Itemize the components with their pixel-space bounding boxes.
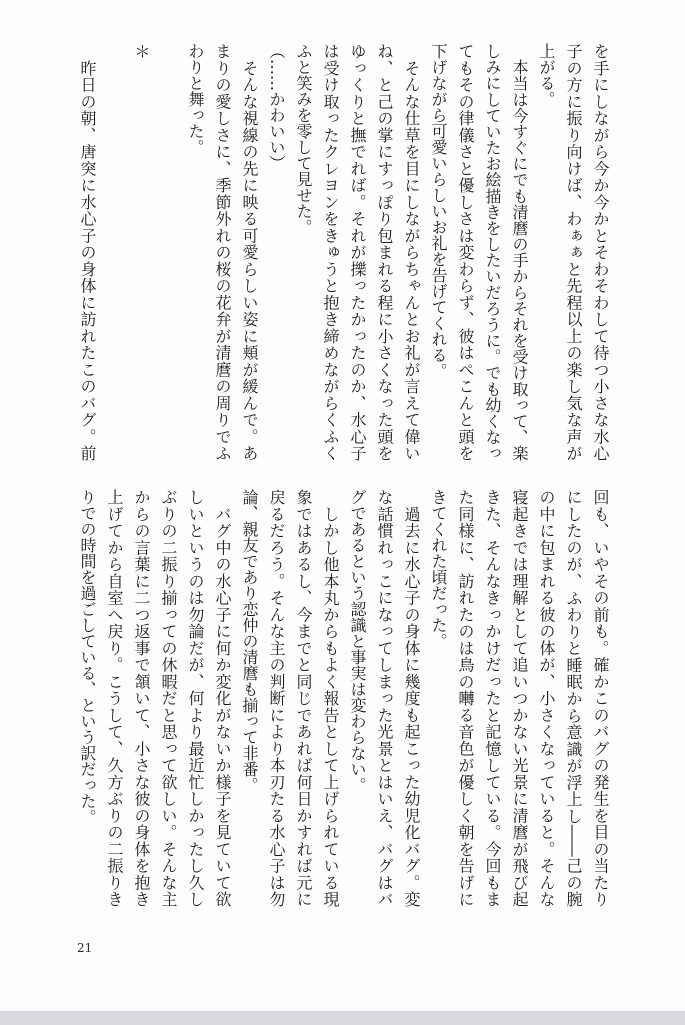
text-line: そんな仕草を目にしながらちゃんとお礼が言えて偉い — [402, 43, 421, 461]
text-line: の中に包まれる彼の体が、小さくなっていると。そんな — [537, 489, 556, 907]
text-line: てもその律儀さと優しさは変わらず、彼はぺこんと頭を — [456, 43, 475, 461]
text-line: きてくれた頃だった。 — [429, 489, 448, 649]
text-line: グであるという認識と事実は変わらない。 — [348, 489, 367, 793]
text-line: 象ではあるし、今までと同じであれば何日かすれば元に — [294, 489, 313, 907]
text-line: 論、親友であり恋仲の清麿も揃って非番。 — [240, 489, 259, 793]
viewer-bottom-bar — [0, 1011, 685, 1025]
text-line: 寝起きでは理解として追いつかない光景に清麿が飛び起 — [510, 489, 529, 907]
text-line: しいというのは勿論だが、何より最近忙しかったし久し — [186, 489, 205, 907]
text-line: は受け取ったクレヨンをきゅうと抱き締めながらくふく — [321, 43, 340, 461]
text-line: 戻るだろう。そんな主の判断により本刃たる水心子は勿 — [267, 489, 286, 907]
blank-line — [155, 43, 182, 461]
text-line: バグ中の水心子に何か変化がないか様子を見ていて欲 — [213, 489, 232, 907]
text-line: きた、そんなきっかけだったと記憶している。今回もま — [483, 489, 502, 907]
text-line: 子の方に振り向けば、わぁぁと先程以上の楽し気な声が — [564, 43, 583, 461]
text-line: 過去に水心子の身体に幾度も起こった幼児化バグ。変 — [402, 489, 421, 907]
blank-line — [101, 43, 128, 461]
text-line: ゆっくりと撫でれば。それが擽ったかったのか、水心子 — [348, 43, 367, 461]
text-line: ふと笑みを零して見せた。 — [294, 43, 313, 235]
lower-text-column — [74, 489, 614, 907]
text-line: 回も、いやその前も。確かこのバグの発生を目の当たり — [591, 489, 610, 907]
text-line: まりの愛しさに、季節外れの桜の花弁が清麿の周りでふ — [213, 43, 232, 461]
page-number: 21 — [77, 941, 93, 955]
text-line: しみにしていたお絵描きをしたいだろうに。でも幼くなっ — [483, 43, 502, 461]
text-line: 昨日の朝、唐突に水心子の身体に訪れたこのバグ。前 — [78, 43, 97, 461]
text-line: しかし他本丸からもよく報告として上げられている現 — [321, 489, 340, 907]
text-line: （……かわいい） — [267, 43, 286, 171]
text-line: ぶりの二振り揃っての休暇だと思って欲しい。そんな主 — [159, 489, 178, 907]
text-line: そんな視線の先に映る可愛らしい姿に頬が緩んで。あ — [240, 43, 259, 461]
text-line: ね、と己の掌にすっぽり包まれる程に小さくなった頭を — [375, 43, 394, 461]
text-line: 本当は今すぐにでも清麿の手からそれを受け取って、楽 — [510, 43, 529, 461]
text-line: を手にしながら今か今かとそわそわして待つ小さな水心 — [591, 43, 610, 461]
text-line: わりと舞った。 — [186, 43, 205, 155]
upper-text-column — [74, 43, 614, 461]
text-line: 下げながら可愛いらしいお礼を告げてくれる。 — [429, 43, 448, 379]
text-line: からの言葉に二つ返事で頷いて、小さな彼の身体を抱き — [132, 489, 151, 907]
text-line: りでの時間を過ごしている、という訳だった。 — [78, 489, 97, 825]
scene-break-asterisk: ＊ — [132, 43, 151, 59]
text-line: 上がる。 — [537, 43, 556, 107]
text-line: な話慣れっこになってしまった光景とはいえ、バグはバ — [375, 489, 394, 907]
text-line: にしたのが、ふわりと睡眠から意識が浮上し――己の腕 — [564, 489, 583, 907]
text-line: 上げてから自室へ戻り。こうして、久方ぶりの二振りき — [105, 489, 124, 907]
text-line: た同様に、訪れたのは鳥の囀る音色が優しく朝を告げに — [456, 489, 475, 907]
